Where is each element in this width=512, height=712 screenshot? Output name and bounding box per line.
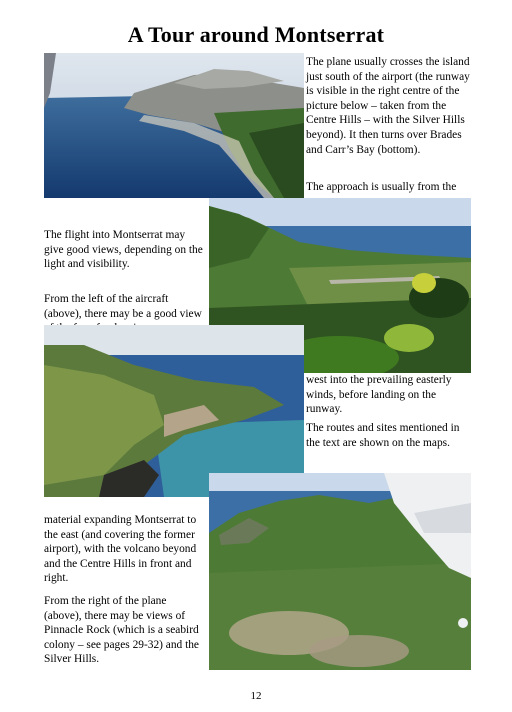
paragraph-maps-note: The routes and sites mentioned in the text are shown on the maps. bbox=[306, 422, 460, 449]
page-number: 12 bbox=[250, 690, 262, 702]
page-title: A Tour around Montserrat bbox=[127, 22, 385, 47]
photo-coastline-bay bbox=[44, 325, 304, 497]
paragraph-approach-end: west into the prevailing easterly winds, before landing on the runway. bbox=[306, 374, 452, 416]
paragraph-intro-route: The plane usually crosses the island just south of the airport (the runway is visible in the right centre of the picture below – taken from the Centre Hills – with the Silver Hills beyond). It then turns over Brades and Carr’s Bay (bottom). bbox=[306, 56, 470, 156]
paragraph-volcanic-material: material expanding Montserrat to the east (and covering the former airport), with the volcano beyond and the Centre Hills in front and right. bbox=[44, 514, 197, 585]
paragraph-flight-views: The flight into Montserrat may give good views, depending on the light and visibility. bbox=[44, 229, 203, 271]
paragraph-left-aircraft: From the left of the aircraft (above), there may be a good view bbox=[44, 293, 202, 320]
photo-volcanic-fan bbox=[44, 53, 304, 198]
paragraph-approach-start: The approach is usually from the bbox=[306, 181, 457, 193]
photo-pinnacle-rock bbox=[209, 473, 471, 670]
paragraph-right-plane: From the right of the plane (above), there may be views of Pinnacle Rock (which is a seabird colony – see pages 29-32) and the Silver Hills. bbox=[44, 595, 199, 666]
